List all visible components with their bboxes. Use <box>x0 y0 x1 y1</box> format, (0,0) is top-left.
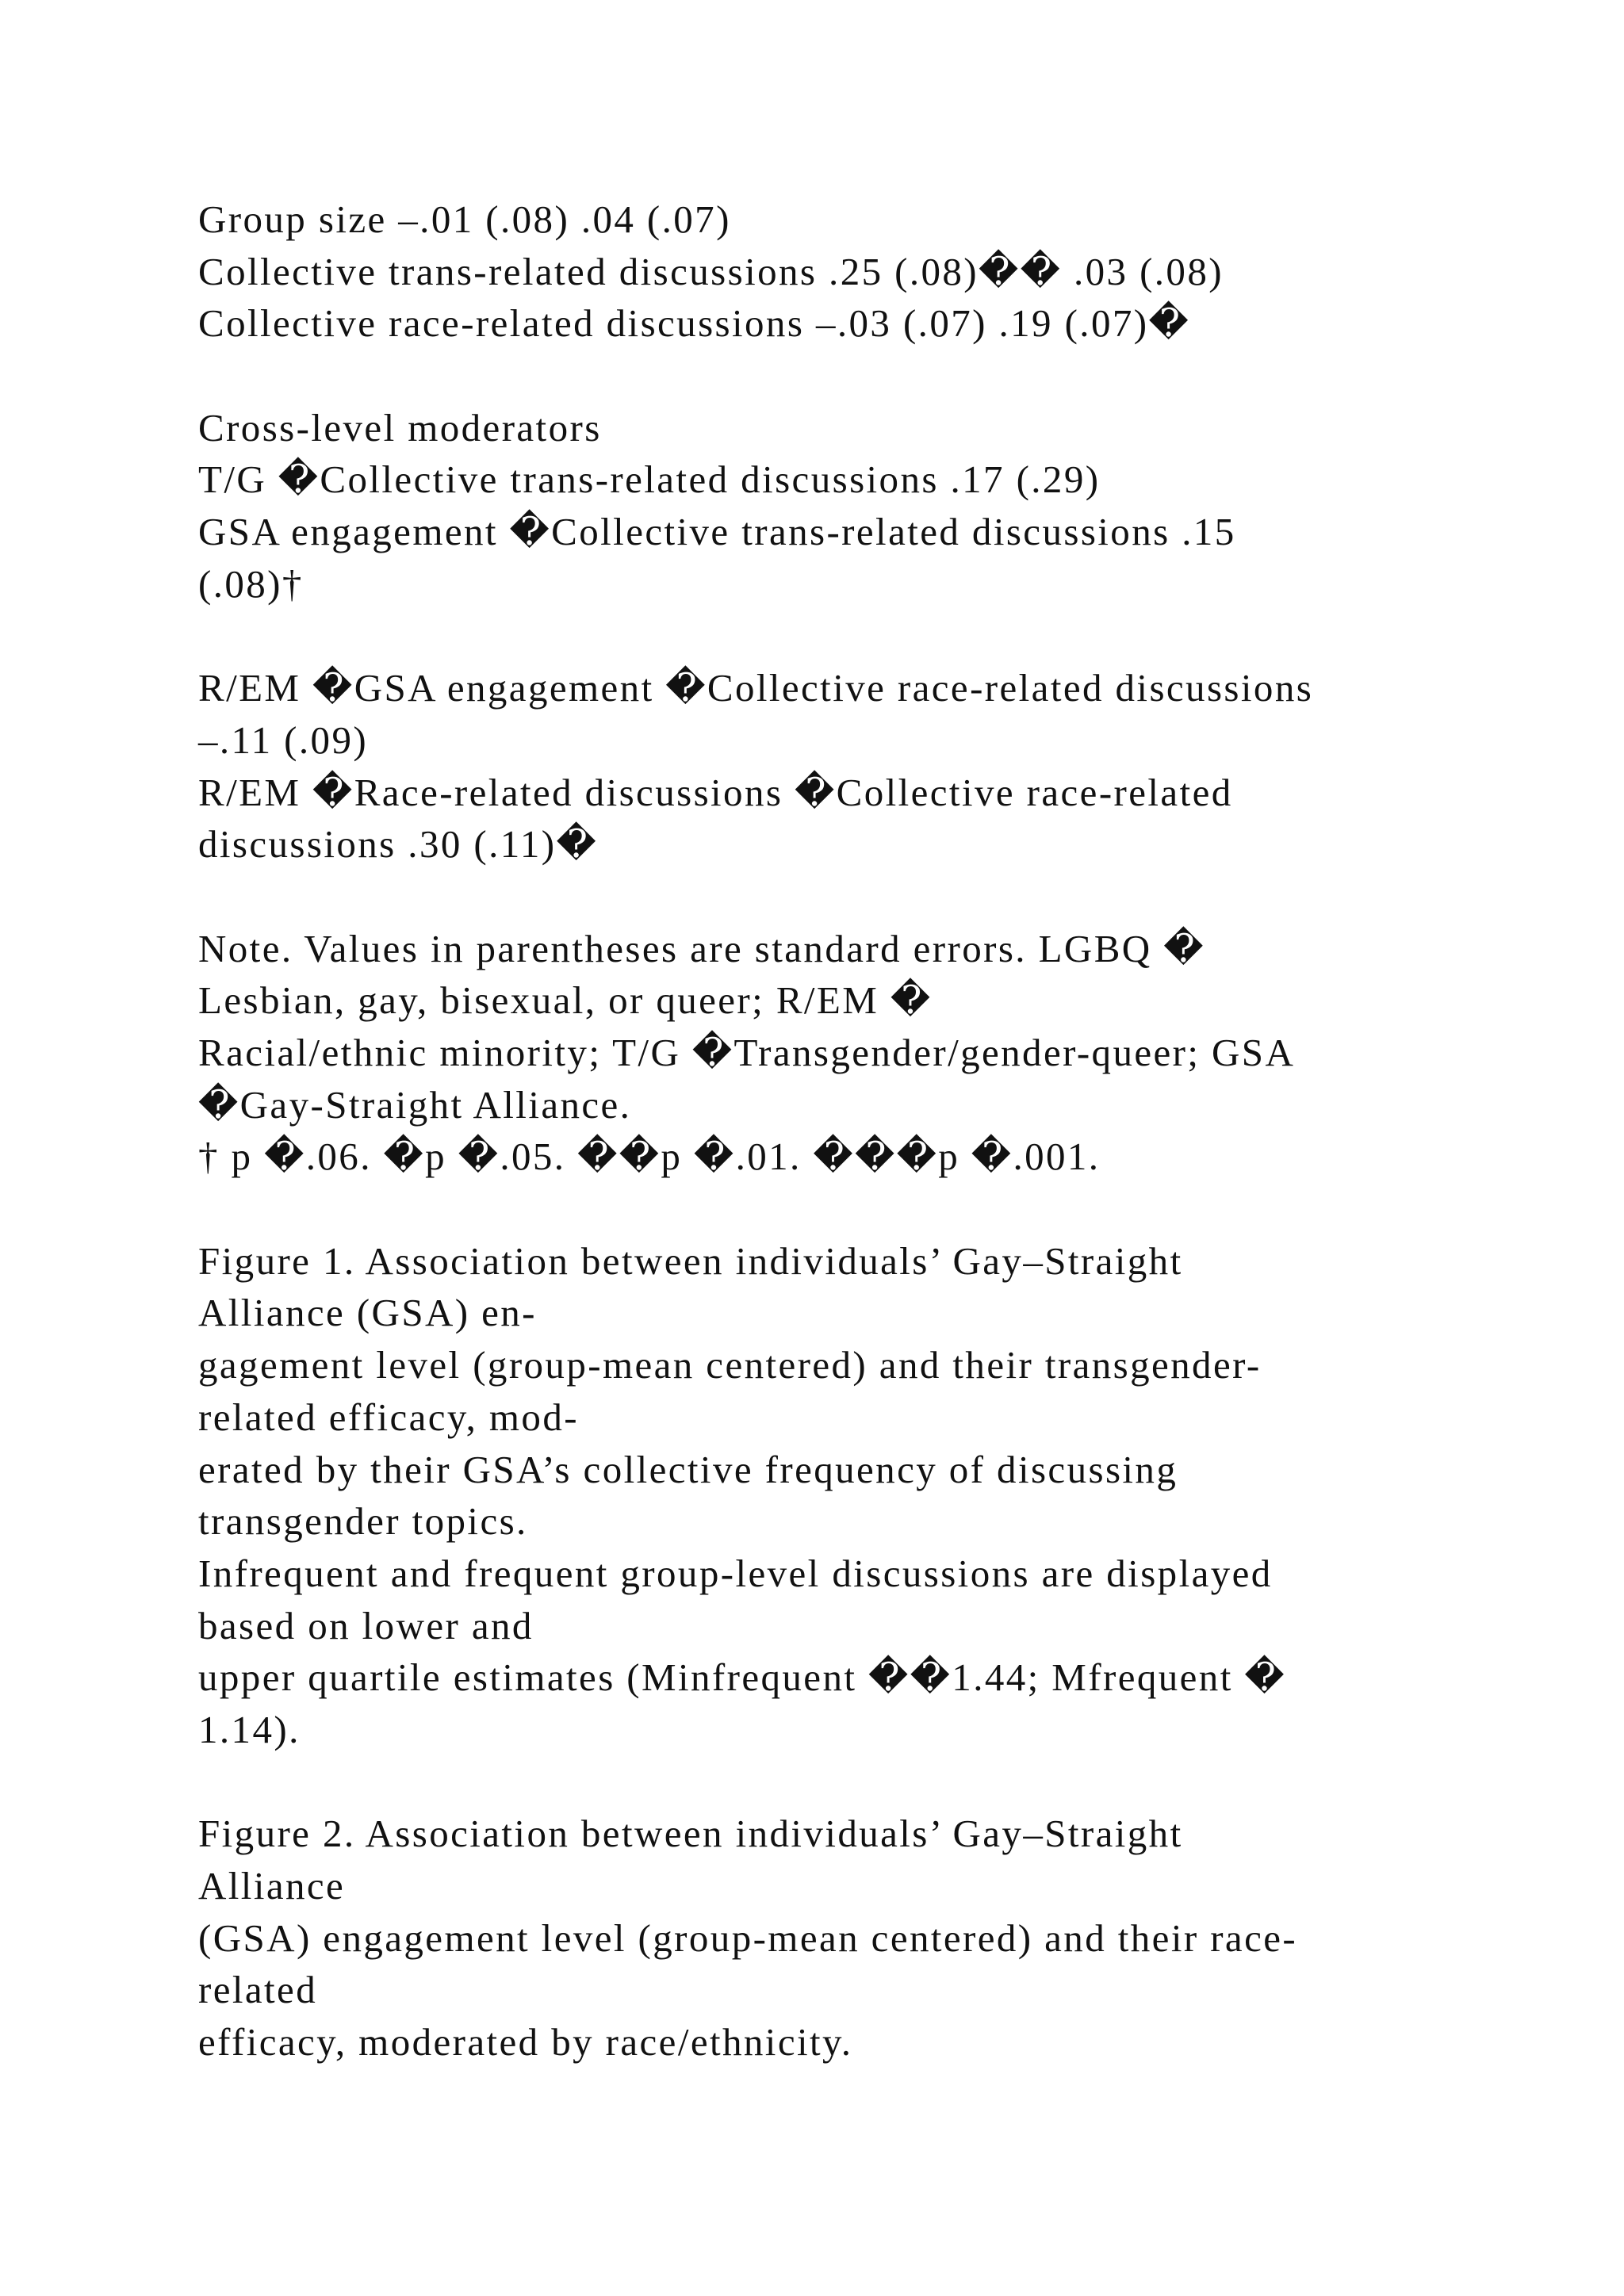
caption-line: upper quartile estimates (Minfrequent ��1.44; Mfrequent � <box>198 1655 1287 1700</box>
predictor-rows <box>198 193 1467 350</box>
caption-line: efficacy, moderated by race/ethnicity. <box>198 2020 853 2064</box>
note-line: �Gay-Straight Alliance. <box>198 1082 632 1127</box>
table-row-rem-gsa-cont: –.11 (.09) <box>198 718 369 762</box>
rem-interaction-section <box>198 662 1467 871</box>
section-heading-cross-level: Cross-level moderators <box>198 405 602 450</box>
table-row-rem-gsa: R/EM �GSA engagement �Collective race-related discussions <box>198 666 1314 710</box>
caption-line: transgender topics. <box>198 1499 528 1544</box>
table-row-collective-trans: Collective trans-related discussions .25 (.08)�� .03 (.08) <box>198 249 1224 293</box>
spacer <box>198 610 1467 663</box>
table-note <box>198 923 1467 1183</box>
caption-line: 1.14). <box>198 1707 301 1751</box>
note-line: Note. Values in parentheses are standard errors. LGBQ � <box>198 926 1205 970</box>
note-line: Lesbian, gay, bisexual, or queer; R/EM � <box>198 978 933 1023</box>
caption-line: related <box>198 1968 318 2012</box>
spacer <box>198 1756 1467 1808</box>
table-row-rem-race-cont: discussions .30 (.11)� <box>198 822 599 867</box>
spacer <box>198 871 1467 923</box>
document-page <box>198 193 1467 2068</box>
caption-line: (GSA) engagement level (group-mean centered) and their race- <box>198 1915 1298 1960</box>
spacer <box>198 350 1467 402</box>
table-row-tg-interaction: T/G �Collective trans-related discussions .17 (.29) <box>198 457 1101 502</box>
caption-line: Figure 2. Association between individuals’ Gay–Straight <box>198 1812 1183 1856</box>
caption-line: based on lower and <box>198 1603 534 1647</box>
caption-line: Infrequent and frequent group-level discussions are displayed <box>198 1551 1273 1595</box>
table-row-rem-race: R/EM �Race-related discussions �Collective race-related <box>198 770 1233 814</box>
table-row-gsa-interaction: GSA engagement �Collective trans-related discussions .15 <box>198 510 1236 554</box>
caption-line: erated by their GSA’s collective frequency of discussing <box>198 1447 1178 1491</box>
table-row-group-size: Group size –.01 (.08) .04 (.07) <box>198 197 731 241</box>
cross-level-section <box>198 402 1467 610</box>
table-row-gsa-interaction-cont: (.08)† <box>198 561 304 606</box>
caption-line: Alliance (GSA) en- <box>198 1291 537 1335</box>
spacer <box>198 1183 1467 1235</box>
caption-line: gagement level (group-mean centered) and their transgender- <box>198 1343 1262 1387</box>
figure-2-caption <box>198 1808 1467 2068</box>
note-significance-line: † p �.06. �p �.05. ��p �.01. ���p �.001. <box>198 1135 1101 1179</box>
caption-line: Figure 1. Association between individuals’ Gay–Straight <box>198 1238 1183 1283</box>
table-row-collective-race: Collective race-related discussions –.03 (.07) .19 (.07)� <box>198 301 1191 346</box>
figure-1-caption <box>198 1235 1467 1756</box>
caption-line: related efficacy, mod- <box>198 1395 579 1439</box>
caption-line: Alliance <box>198 1864 346 1908</box>
note-line: Racial/ethnic minority; T/G �Transgender/gender-queer; GSA <box>198 1031 1296 1074</box>
